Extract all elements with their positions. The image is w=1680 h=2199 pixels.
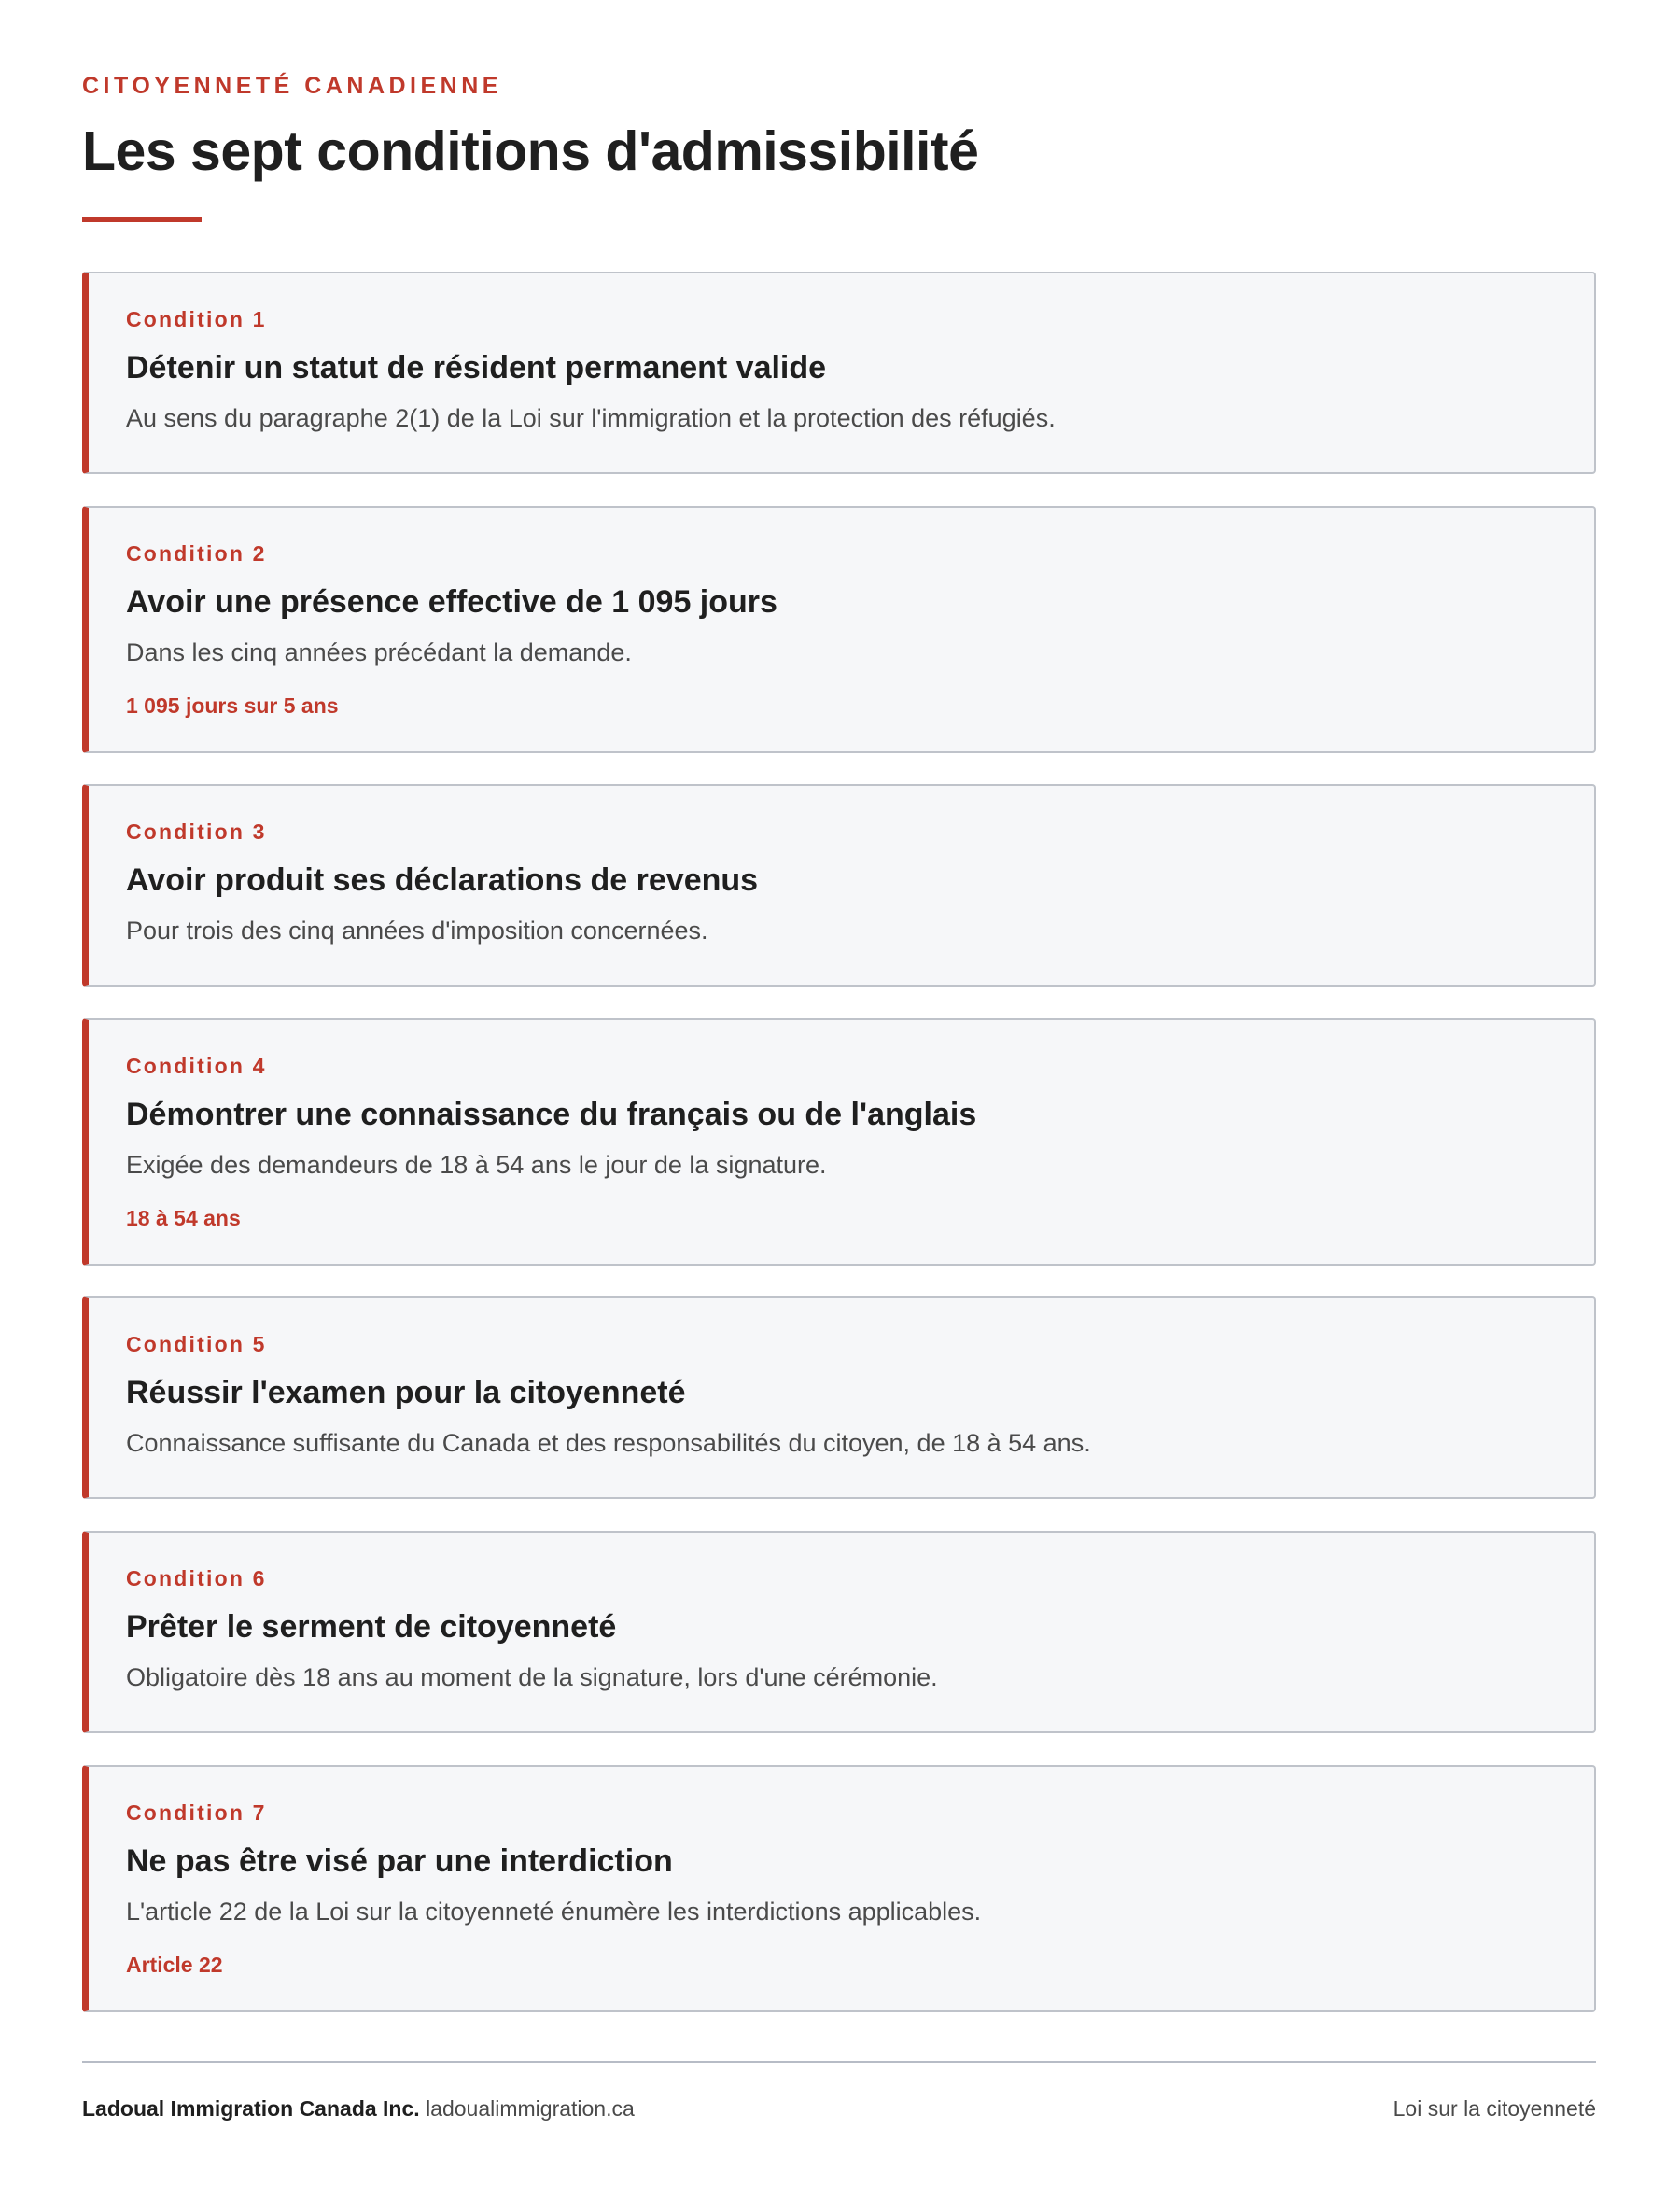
footer-attribution: [82, 2096, 635, 2122]
condition-heading: Ne pas être visé par une interdiction: [126, 1843, 673, 1879]
condition-description: Connaissance suffisante du Canada et des responsabilités du citoyen, de 18 à 54 ans.: [126, 1429, 1091, 1457]
condition-heading: Démontrer une connaissance du français ou de l'anglais: [126, 1097, 977, 1132]
footer-website: ladoualimmigration.ca: [426, 2096, 635, 2121]
condition-card-1: [82, 272, 1596, 474]
condition-tag: 18 à 54 ans: [126, 1206, 241, 1230]
condition-label: Condition 3: [126, 819, 267, 844]
condition-card-4: [82, 1018, 1596, 1266]
condition-heading: Détenir un statut de résident permanent valide: [126, 350, 827, 385]
condition-label: Condition 7: [126, 1800, 267, 1825]
condition-card-2: [82, 506, 1596, 753]
condition-label: Condition 4: [126, 1054, 267, 1078]
document-page: [82, 0, 1596, 2199]
condition-label: Condition 1: [126, 307, 267, 331]
eyebrow-label: CITOYENNETÉ CANADIENNE: [82, 73, 502, 99]
footer-company: Ladoual Immigration Canada Inc.: [82, 2096, 420, 2121]
condition-card-6: [82, 1531, 1596, 1733]
condition-description: Dans les cinq années précédant la demande.: [126, 638, 632, 666]
footer-reference: Loi sur la citoyenneté: [1393, 2096, 1596, 2121]
footer-divider: [82, 2061, 1596, 2063]
condition-heading: Avoir produit ses déclarations de revenus: [126, 862, 759, 898]
condition-description: L'article 22 de la Loi sur la citoyenneté énumère les interdictions applicables.: [126, 1898, 982, 1926]
condition-description: Pour trois des cinq années d'imposition concernées.: [126, 917, 708, 945]
title-underline: [82, 217, 202, 222]
condition-description: Au sens du paragraphe 2(1) de la Loi sur l'immigration et la protection des réfugiés.: [126, 404, 1056, 432]
condition-card-5: [82, 1296, 1596, 1499]
condition-description: Exigée des demandeurs de 18 à 54 ans le jour de la signature.: [126, 1151, 827, 1179]
condition-heading: Avoir une présence effective de 1 095 jours: [126, 584, 777, 620]
page-title: Les sept conditions d'admissibilité: [82, 120, 979, 182]
condition-label: Condition 2: [126, 541, 267, 566]
condition-heading: Prêter le serment de citoyenneté: [126, 1609, 617, 1645]
condition-heading: Réussir l'examen pour la citoyenneté: [126, 1375, 686, 1410]
condition-description: Obligatoire dès 18 ans au moment de la signature, lors d'une cérémonie.: [126, 1663, 938, 1691]
condition-label: Condition 5: [126, 1332, 267, 1356]
condition-tag: 1 095 jours sur 5 ans: [126, 693, 339, 718]
condition-label: Condition 6: [126, 1566, 267, 1590]
condition-card-7: [82, 1765, 1596, 2012]
condition-card-3: [82, 784, 1596, 987]
condition-tag: Article 22: [126, 1953, 223, 1977]
